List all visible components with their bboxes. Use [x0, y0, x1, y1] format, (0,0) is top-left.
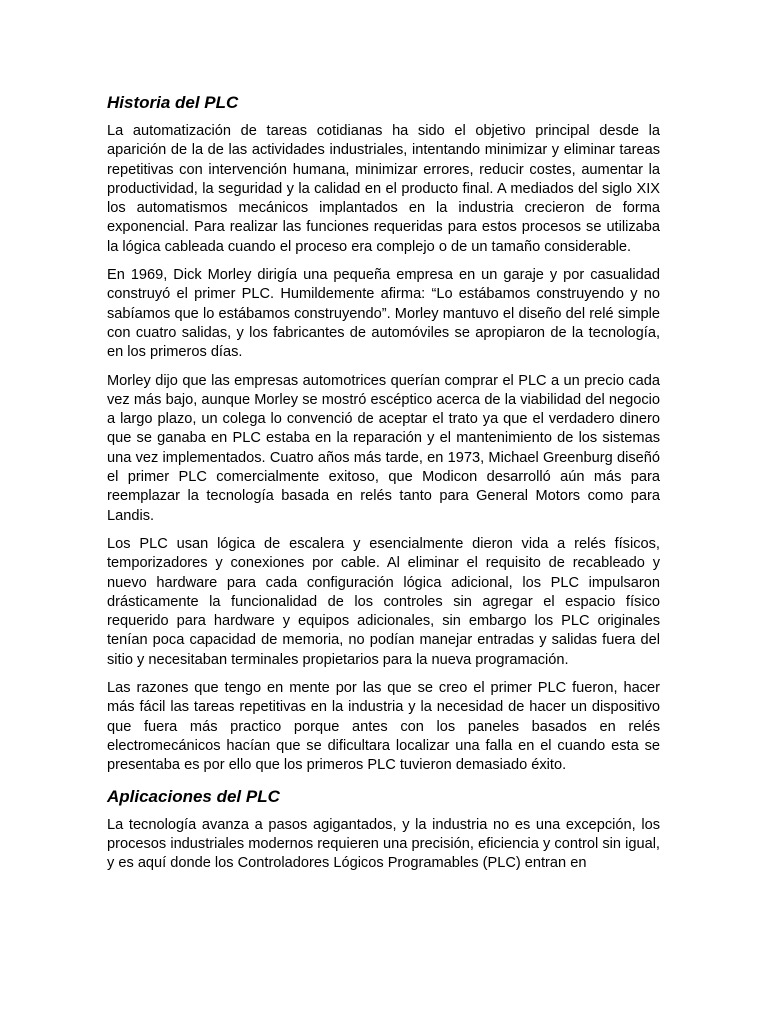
- section-heading-aplicaciones: Aplicaciones del PLC: [107, 786, 280, 806]
- paragraph-historia-2: En 1969, Dick Morley dirigía una pequeña empresa en un garaje y por casualidad construyó el primer PLC. Humildemente afirma: “Lo estábamos construyendo y no sabíamos que lo estábamos construyendo”. Morley mantuvo el diseño del relé simple con cuatro salidas, y los fabricantes de automóviles se apropiaron de la tecnología, en los primeros días.: [107, 267, 660, 361]
- paragraph-historia-1: La automatización de tareas cotidianas ha sido el objetivo principal desde la aparición de la de las actividades industriales, intentando minimizar y eliminar tareas repetitivas con intervención humana, minimizar errores, reducir costes, aumentar la productividad, la seguridad y la calidad en el producto final. A mediados del siglo XIX los automatismos mecánicos implantados en la industria crecieron de forma exponencial. Para realizar las funciones requeridas para estos procesos se utilizaba la lógica cableada cuando el proceso era complejo o de un tamaño considerable.: [107, 123, 660, 255]
- paragraph-historia-3: Morley dijo que las empresas automotrices querían comprar el PLC a un precio cada vez más bajo, aunque Morley se mostró escéptico acerca de la viabilidad del negocio a largo plazo, un colega lo convenció de aceptar el trato ya que el verdadero dinero que se ganaba en PLC estaba en la reparación y el mantenimiento de los sistemas una vez implementados. Cuatro años más tarde, en 1973, Michael Greenburg diseñó el primer PLC comercialmente exitoso, que Modicon desarrolló aún más para reemplazar la tecnología basada en relés tanto para General Motors como para Landis.: [107, 372, 660, 524]
- paragraph-historia-5: Las razones que tengo en mente por las que se creo el primer PLC fueron, hacer más fácil las tareas repetitivas en la industria y la necesidad de hacer un dispositivo que fuera más practico porque antes con los paneles basados en relés electromecánicos hacían que se dificultara localizar una falla en el cuando esta se presentaba es por ello que los primeros PLC tuvieron demasiado éxito.: [107, 680, 660, 774]
- document-page: [107, 92, 660, 882]
- section-historia: [107, 92, 660, 776]
- section-heading-historia: Historia del PLC: [107, 93, 239, 112]
- section-aplicaciones: [107, 786, 660, 874]
- paragraph-historia-4: Los PLC usan lógica de escalera y esencialmente dieron vida a relés físicos, temporizadores y conexiones por cable. Al eliminar el requisito de recableado y nuevo hardware para cada configuración lógica adicional, los PLC impulsaron drásticamente la funcionalidad de los controles sin agregar el espacio físico requerido para hardware y equipos adicionales, sin embargo los PLC originales tenían poca capacidad de memoria, no podían manejar entradas y salidas fuera del sitio y necesitaban terminales propietarios para la nueva programación.: [107, 535, 660, 668]
- paragraph-aplicaciones-1: La tecnología avanza a pasos agigantados, y la industria no es una excepción, los procesos industriales modernos requieren una precisión, eficiencia y control sin igual, y es aquí donde los Controladores Lógicos Programables (PLC) entran en: [107, 816, 660, 872]
